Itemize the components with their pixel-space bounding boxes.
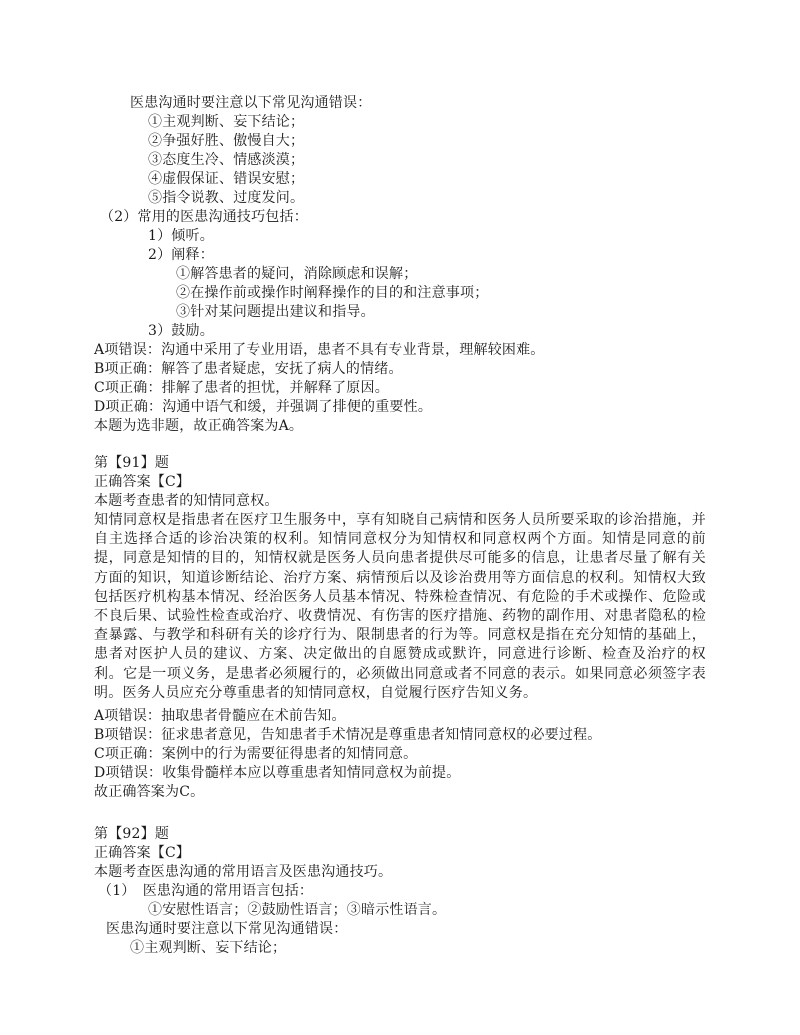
comm-errors-lead: 医患沟通时要注意以下常见沟通错误：	[130, 95, 372, 111]
skill-subitem: ①解答患者的疑问，消除顾虑和误解；	[176, 266, 418, 282]
question-heading: 第【91】题	[94, 455, 170, 471]
option-analysis: B项正确：解答了患者疑虑，安抚了病人的情绪。	[94, 361, 403, 377]
comm-error-item: ⑤指令说教、过度发问。	[148, 190, 305, 206]
option-analysis: B项错误：征求患者意见，告知患者手术情况是尊重患者知情同意权的必要过程。	[94, 727, 602, 743]
comm-error-item: ①主观判断、妄下结论；	[148, 114, 305, 130]
correct-answer: 正确答案【C】	[94, 474, 191, 490]
comm-errors-lead: 医患沟通时要注意以下常见沟通错误：	[106, 921, 348, 937]
correct-answer: 正确答案【C】	[94, 845, 191, 861]
skill-item: 2）阐释：	[148, 247, 214, 263]
option-analysis: D项正确：沟通中语气和缓，并强调了排便的重要性。	[94, 399, 433, 415]
question-topic: 本题考查患者的知情同意权。	[94, 493, 279, 509]
skill-item: 3）鼓励。	[148, 323, 214, 339]
language-items: ①安慰性语言；②鼓励性语言；③暗示性语言。	[148, 902, 447, 918]
question-topic: 本题考查医患沟通的常用语言及医患沟通技巧。	[94, 864, 393, 880]
comm-error-item: ②争强好胜、傲慢自大；	[148, 133, 305, 149]
skills-heading: （2）常用的医患沟通技巧包括：	[100, 209, 308, 225]
option-analysis: A项错误：抽取患者骨髓应在术前告知。	[94, 708, 346, 724]
answer-conclusion: 故正确答案为C。	[94, 784, 205, 800]
answer-conclusion: 本题为选非题，故正确答案为A。	[94, 418, 304, 434]
option-analysis: C项正确：案例中的行为需要征得患者的知情同意。	[94, 746, 418, 762]
option-analysis: D项错误：收集骨髓样本应以尊重患者知情同意权为前提。	[94, 765, 461, 781]
skill-subitem: ③针对某问题提出建议和指导。	[176, 304, 375, 320]
comm-error-item: ③态度生冷、情感淡漠；	[148, 152, 305, 168]
explanation-paragraph: 知情同意权是指患者在医疗卫生服务中，享有知晓自己病情和医务人员所要采取的诊治措施，并自主选择合适的诊治决策的权利。知情同意权分为知情权和同意权两个方面。知情是同意的前提，同意是知情的目的，知情权就是医务人员向患者提供尽可能多的信息，让患者尽量了解有关方面的知识，知道诊断结论、治疗方案、病情预后以及诊治费用等方面信息的权利。知情权大致包括医疗机构基本情况、经治医务人员基本情况、特殊检查情况、有危险的手术或操作、危险或不良后果、试验性检查或治疗、收费情况、有伤害的医疗措施、药物的副作用、对患者隐私的检查暴露、与教学和科研有关的诊疗行为、限制患者的行为等。同意权是指在充分知情的基础上，患者对医护人员的建议、方案、决定做出的自愿赞成或默许，同意进行诊断、检查及治疗的权利。它是一项义务，是患者必须履行的，必须做出同意或者不同意的表示。如果同意必须签字表明。医务人员应充分尊重患者的知情同意权，自觉履行医疗告知义务。	[94, 512, 706, 701]
question-heading: 第【92】题	[94, 826, 170, 842]
language-heading: （1） 医患沟通的常用语言包括：	[98, 883, 314, 899]
comm-error-item: ①主观判断、妄下结论；	[130, 940, 287, 956]
skill-item: 1）倾听。	[148, 228, 214, 244]
option-analysis: A项错误：沟通中采用了专业用语，患者不具有专业背景，理解较困难。	[94, 342, 545, 358]
skill-subitem: ②在操作前或操作时阐释操作的目的和注意事项；	[176, 285, 489, 301]
option-analysis: C项正确：排解了患者的担忧，并解释了原因。	[94, 380, 389, 396]
comm-error-item: ④虚假保证、错误安慰；	[148, 171, 305, 187]
